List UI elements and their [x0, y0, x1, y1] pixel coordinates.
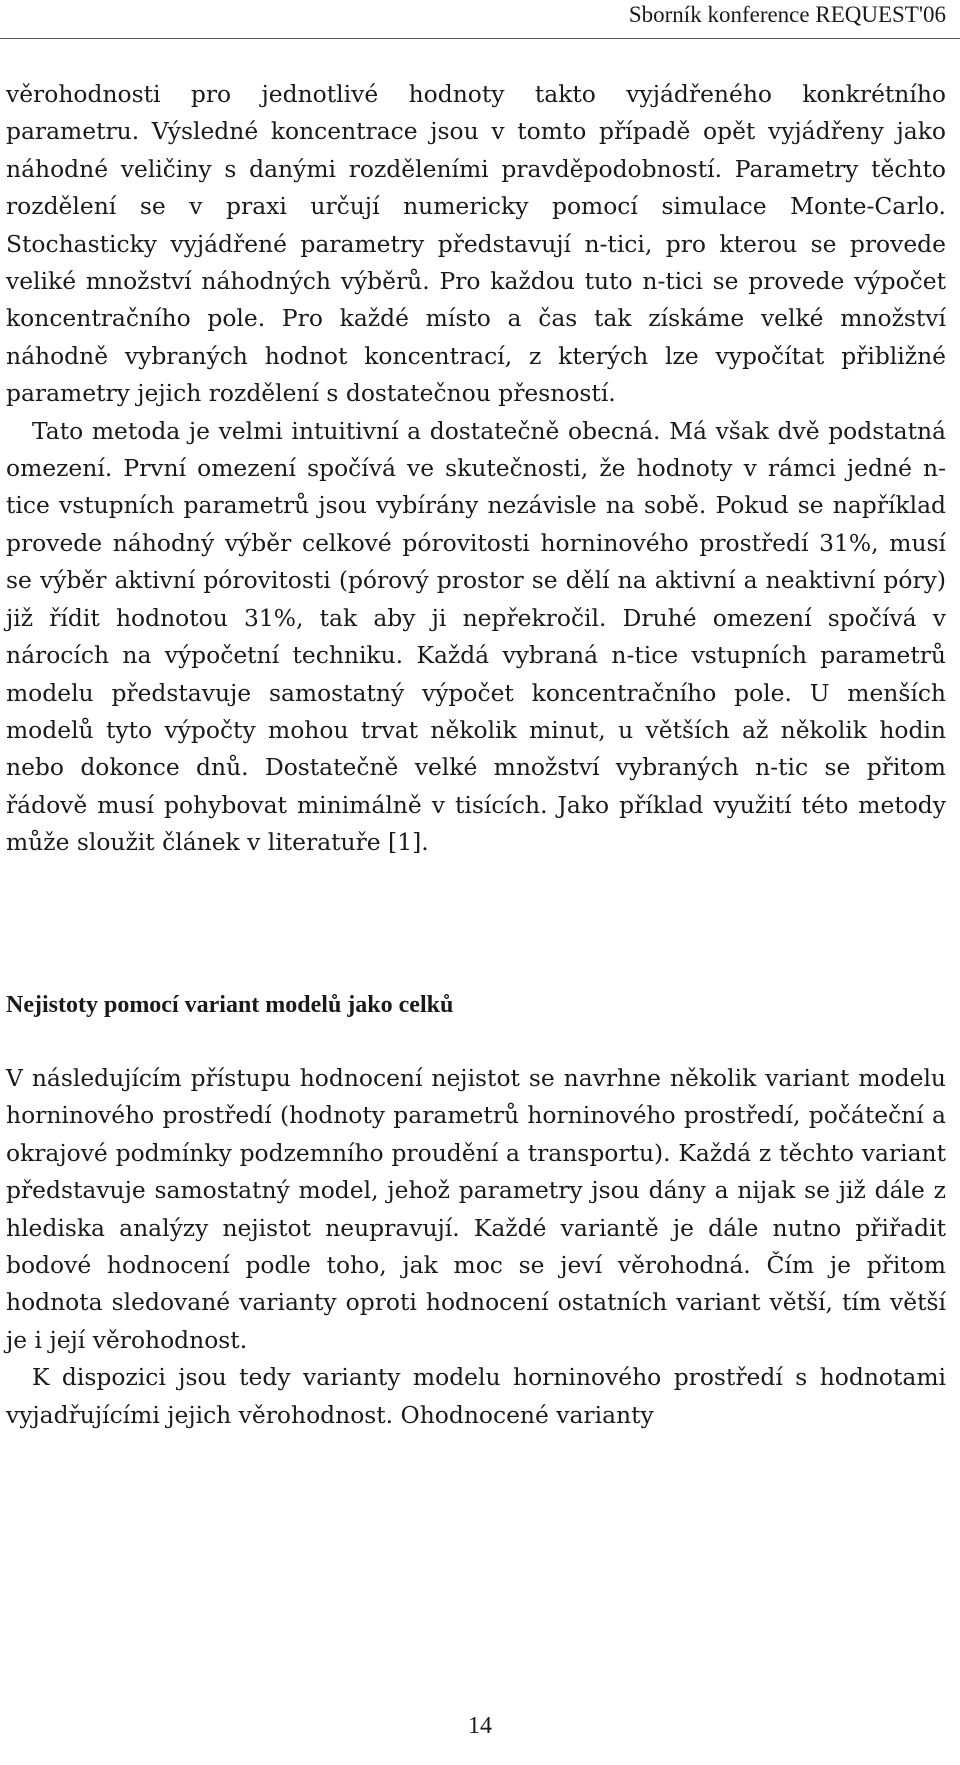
paragraph: V následujícím přístupu hodnocení nejistot se navrhne několik variant modelu horninového prostředí (hodnoty parametrů horninového prostředí, počáteční a okrajové podmínky podzemního proudění a transportu). Každá z těchto variant představuje samostatný model, jehož parametry jsou dány a nijak se již dále z hlediska analýzy nejistot neupravují. Každé variantě je dále nutno přiřadit bodové hodnocení podle toho, jak moc se jeví věrohodná. Čím je přitom hodnota sledované varianty oproti hodnocení ostatních variant větší, tím větší je i její věrohodnost.	[6, 1064, 946, 1354]
running-header: Sborník konference REQUEST'06	[628, 2, 946, 27]
header-divider	[0, 38, 960, 39]
body-text	[6, 76, 946, 862]
section-body-text	[6, 1060, 946, 1434]
section-heading: Nejistoty pomocí variant modelů jako celků	[6, 992, 454, 1018]
paragraph: K dispozici jsou tedy varianty modelu horninového prostředí s hodnotami vyjadřujícími jejich věrohodnost. Ohodnocené varianty	[6, 1363, 946, 1429]
paragraph: věrohodnosti pro jednotlivé hodnoty takto vyjádřeného konkrétního parametru. Výsledné koncentrace jsou v tomto případě opět vyjádřeny jako náhodné veličiny s danými rozděleními pravděpodobností. Parametry těchto rozdělení se v praxi určují numericky pomocí simulace Monte-Carlo. Stochasticky vyjádřené parametry představují n-tici, pro kterou se provede veliké množství náhodných výběrů. Pro každou tuto n-tici se provede výpočet koncentračního pole. Pro každé místo a čas tak získáme velké množství náhodně vybraných hodnot koncentrací, z kterých lze vypočítat přibližné parametry jejich rozdělení s dostatečnou přesností.	[6, 80, 946, 408]
page-number: 14	[468, 1713, 492, 1739]
paragraph: Tato metoda je velmi intuitivní a dostatečně obecná. Má však dvě podstatná omezení. První omezení spočívá ve skutečnosti, že hodnoty v rámci jedné n-tice vstupních parametrů jsou vybírány nezávisle na sobě. Pokud se například provede náhodný výběr celkové pórovitosti horninového prostředí 31%, musí se výběr aktivní pórovitosti (pórový prostor se dělí na aktivní a neaktivní póry) již řídit hodnotou 31%, tak aby ji nepřekročil. Druhé omezení spočívá v nárocích na výpočetní techniku. Každá vybraná n-tice vstupních parametrů modelu představuje samostatný výpočet koncentračního pole. U menších modelů tyto výpočty mohou trvat několik minut, u větších až několik hodin nebo dokonce dnů. Dostatečně velké množství vybraných n-tic se přitom řádově musí pohybovat minimálně v tisících. Jako příklad využití této metody může sloužit článek v literatuře [1].	[6, 416, 946, 857]
